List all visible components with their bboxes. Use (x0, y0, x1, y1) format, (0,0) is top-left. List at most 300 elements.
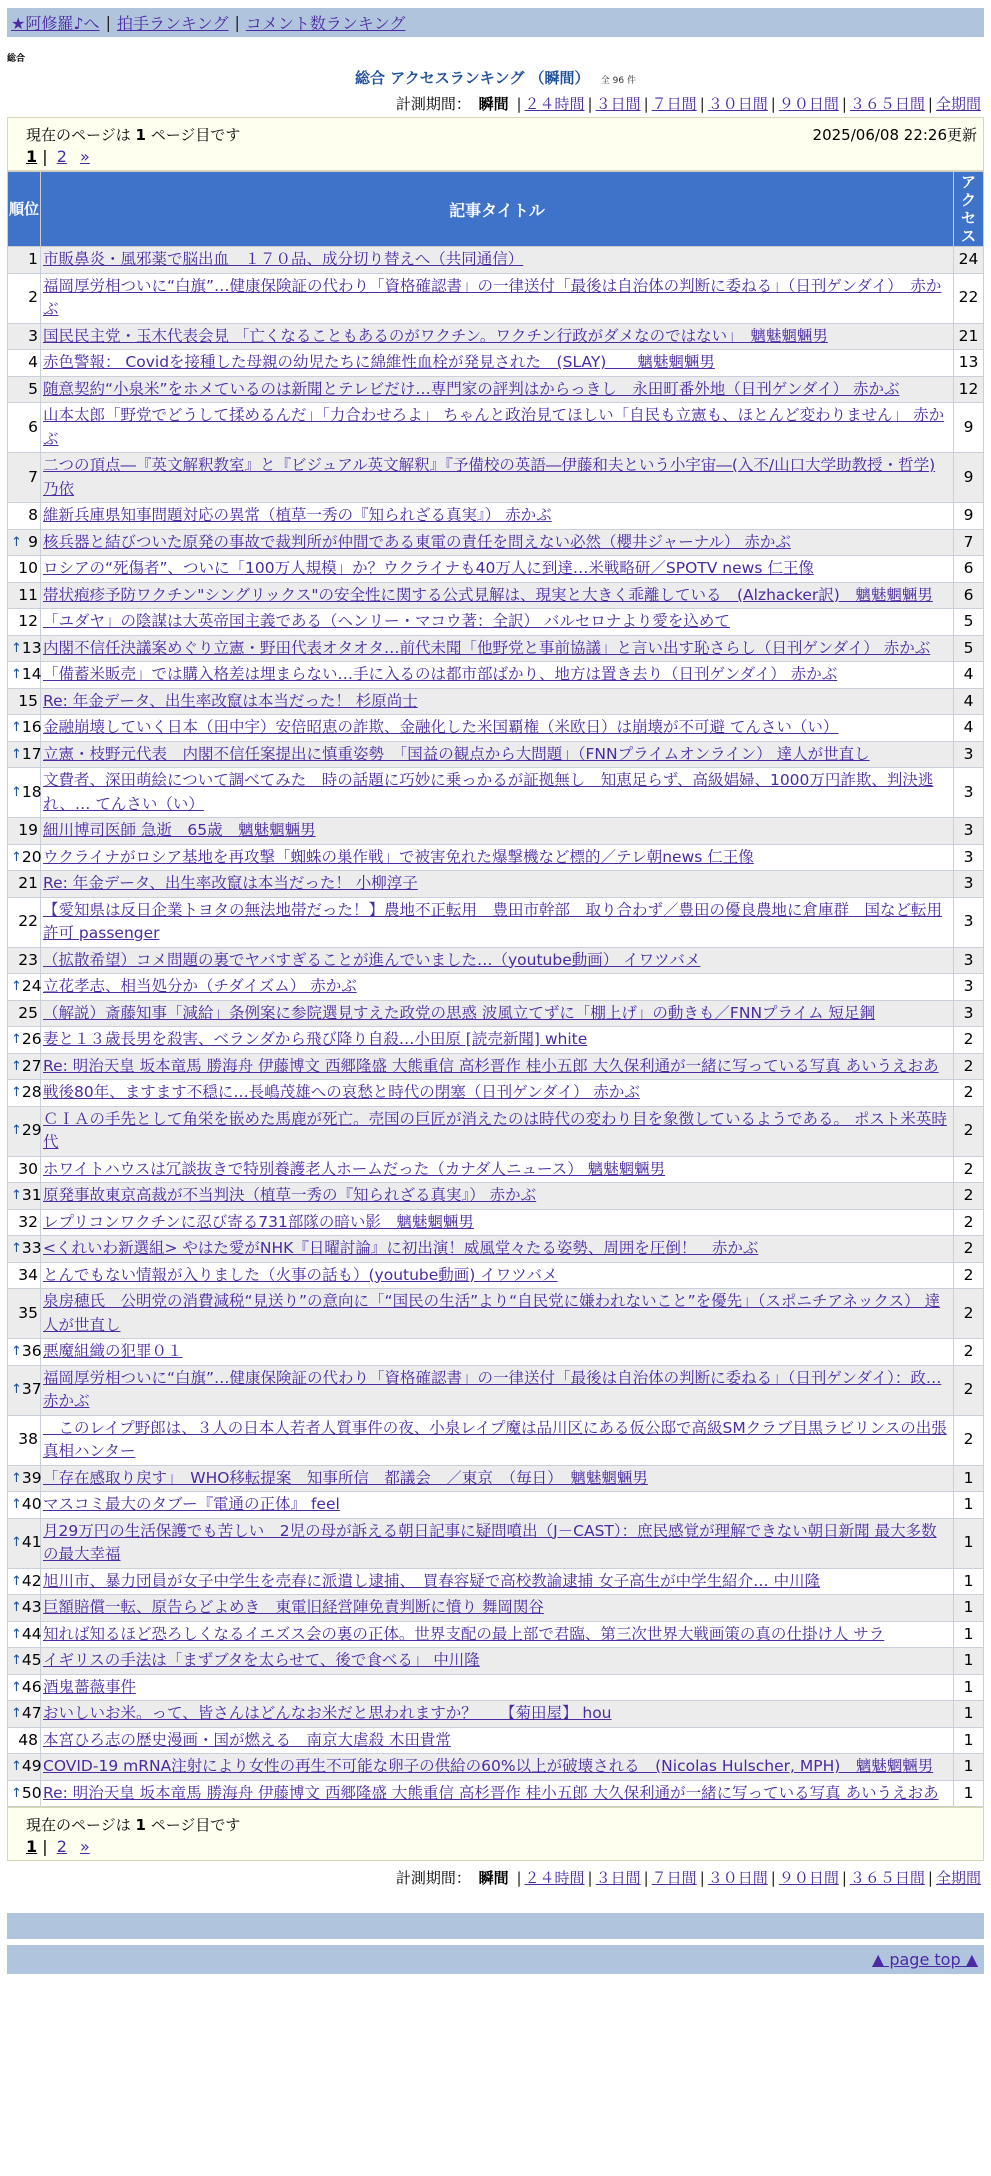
rank-cell (8, 1518, 41, 1568)
article-title-link[interactable]: ホワイトハウスは冗談抜きで特別養護老人ホームだった（カナダ人ニュース） 魑魅魍魎男 (43, 1159, 666, 1178)
access-count: 1 (954, 1727, 984, 1754)
table-row (8, 1053, 984, 1080)
rank-cell (8, 1262, 41, 1289)
period-option-link[interactable]: ３６５日間 (849, 95, 925, 113)
access-count: 3 (954, 974, 984, 1001)
update-timestamp: 2025/06/08 22:26更新 (812, 126, 977, 144)
table-row (8, 1648, 984, 1675)
table-row (8, 897, 984, 947)
table-row (8, 1727, 984, 1754)
article-title-link[interactable]: （解説）斎藤知事「減給」条例案に参院選見すえた政党の思惑 波風立てずに「棚上げ」の動きも／FNNプライム 短足鋼 (43, 1003, 875, 1022)
title-cell (41, 818, 954, 845)
period-separator: | (770, 95, 776, 113)
article-title-link[interactable]: 月29万円の生活保護でも苦しい 2児の母が訴える朝日記事に疑問噴出（J－CAST）：庶民感覚が理解できない朝日新聞 最大多数の最大幸福 (43, 1521, 937, 1563)
rank-number: 21 (18, 874, 38, 892)
rank-cell (8, 1465, 41, 1492)
rank-number: 24 (21, 977, 42, 995)
period-separator: | (587, 1869, 593, 1887)
rank-number: 22 (18, 912, 38, 931)
table-row (8, 1415, 984, 1465)
rank-up-icon: ↑ (11, 1785, 22, 1801)
title-cell (41, 556, 954, 583)
period-current: 瞬間 (478, 95, 509, 113)
article-title-link[interactable]: マスコミ最大のタブー『電通の正体』 feel (43, 1495, 340, 1513)
rank-cell (8, 323, 41, 350)
title-cell (41, 844, 954, 871)
table-row (8, 1027, 984, 1054)
rank-number: 8 (28, 506, 38, 524)
rank-up-icon: ↑ (11, 1382, 22, 1398)
rank-number: 36 (21, 1342, 42, 1360)
rank-cell (8, 453, 41, 503)
table-row (8, 1262, 984, 1289)
rank-number: 32 (18, 1212, 38, 1231)
rank-cell (8, 1156, 41, 1183)
article-title-link[interactable]: ＣＩＡの手先として角栄を嵌めた馬鹿が死亡。売国の巨匠が消えたのは時代の変わり目を象徴しているようである。 ポスト米英時代 (43, 1109, 947, 1151)
rank-number: 6 (28, 417, 38, 436)
period-label: 計測期間： (395, 95, 471, 113)
title-cell (41, 1236, 954, 1263)
rank-number: 20 (21, 847, 42, 866)
access-count: 3 (954, 741, 984, 768)
period-option-link[interactable]: ９０日間 (778, 95, 839, 113)
period-option-link[interactable]: ２４時間 (524, 1869, 585, 1887)
access-count: 1 (954, 1492, 984, 1519)
access-count: 24 (954, 247, 984, 274)
access-count: 2 (954, 1289, 984, 1339)
title-cell (41, 1621, 954, 1648)
article-title-link[interactable]: 福岡厚労相ついに“白旗”…健康保険証の代わり「資格確認書」の一律送付「最後は自治体の判断に委ねる」（日刊ゲンダイ）：政… 赤かぶ (43, 1368, 942, 1410)
article-title-link[interactable]: 巨額賠償一転、原告らどよめき 東電旧経営陣免責判断に憤り 舞岡関谷 (43, 1598, 544, 1616)
rank-cell (8, 1595, 41, 1622)
rank-number: 33 (21, 1239, 42, 1257)
period-label: 計測期間： (395, 1869, 471, 1887)
rank-cell (8, 871, 41, 898)
table-row (8, 1000, 984, 1027)
page-info-top (7, 117, 984, 171)
rank-cell (8, 974, 41, 1001)
period-option-link[interactable]: ７日間 (651, 1869, 697, 1887)
rank-up-icon: ↑ (11, 720, 22, 735)
article-title-link[interactable]: 文費者、深田萌絵について調べてみた 時の話題に巧妙に乗っかるが証拠無し 知恵足らず、高級娼婦、1000万円詐欺、判決逃れ、… てんさい（い） (43, 771, 934, 813)
title-cell (41, 974, 954, 1001)
table-row (8, 1754, 984, 1781)
rank-up-icon: ↑ (11, 979, 22, 994)
rank-cell (8, 1568, 41, 1595)
rank-number: 16 (21, 718, 42, 736)
title-cell (41, 688, 954, 715)
rank-cell (8, 556, 41, 583)
rank-number: 25 (18, 1003, 38, 1022)
article-title-link[interactable]: 【愛知県は反日企業トヨタの無法地帯だった！】農地不正転用 豊田市幹部 取り合わず／豊田の優良農地に倉庫群 国など転用許可 passenger (43, 900, 943, 942)
article-title-link[interactable]: 維新兵庫県知事問題対応の異常（植草一秀の『知られざる真実』） 赤かぶ (43, 506, 552, 524)
table-row (8, 741, 984, 768)
title-cell (41, 1209, 954, 1236)
rank-cell (8, 1415, 41, 1465)
rank-cell (8, 844, 41, 871)
title-cell (41, 1492, 954, 1519)
rank-cell (8, 1339, 41, 1366)
rank-cell (8, 1053, 41, 1080)
title-cell (41, 1289, 954, 1339)
table-row (8, 403, 984, 453)
rank-number: 12 (18, 612, 38, 630)
access-count: 4 (954, 715, 984, 742)
period-selector-bottom (7, 1867, 984, 1887)
rank-number: 11 (18, 585, 38, 604)
period-option-link[interactable]: 全期間 (935, 1869, 981, 1887)
rank-cell (8, 350, 41, 377)
rank-up-icon: ↑ (11, 1759, 22, 1774)
title-cell (41, 403, 954, 453)
title-cell (41, 1027, 954, 1054)
article-title-link[interactable]: 「備蓄米販売」では購入格差は埋まらない…手に入るのは都市部ばかり、地方は置き去り（日刊ゲンダイ） 赤かぶ (43, 665, 838, 683)
title-cell (41, 1518, 954, 1568)
rank-up-icon: ↑ (11, 1188, 22, 1203)
rank-cell (8, 1492, 41, 1519)
rank-up-icon: ↑ (11, 1535, 22, 1551)
rank-number: 40 (21, 1495, 42, 1513)
table-row (8, 871, 984, 898)
access-count: 2 (954, 1262, 984, 1289)
article-title-link[interactable]: 内閣不信任決議案めぐり立憲・野田代表オタオタ…前代未聞「他野党と事前協議」と言い出す恥さらし（日刊ゲンダイ） 赤かぶ (43, 638, 931, 657)
article-title-link[interactable]: ロシアの“死傷者”、ついに「100万人規模」か？ウクライナも40万人に到達…米戦略研／SPOTV news 仁王像 (43, 559, 814, 577)
table-row (8, 1568, 984, 1595)
period-option-link[interactable]: ３０日間 (707, 95, 768, 113)
title-cell (41, 1183, 954, 1210)
title-cell (41, 768, 954, 818)
title-cell (41, 871, 954, 898)
rank-cell (8, 947, 41, 974)
rank-number: 7 (28, 467, 38, 486)
access-count: 1 (954, 1754, 984, 1781)
title-cell (41, 635, 954, 662)
table-row (8, 715, 984, 742)
table-row (8, 818, 984, 845)
rank-cell (8, 1183, 41, 1210)
pager-next[interactable]: » (80, 147, 90, 166)
access-count: 3 (954, 871, 984, 898)
pager-current: 1 (26, 1837, 38, 1856)
table-row (8, 1674, 984, 1701)
table-row (8, 1156, 984, 1183)
rank-number: 45 (21, 1651, 42, 1669)
access-count: 5 (954, 609, 984, 636)
table-row (8, 1780, 984, 1807)
period-option-link[interactable]: 全期間 (935, 95, 981, 113)
table-row (8, 974, 984, 1001)
pager-next[interactable]: » (80, 1837, 90, 1856)
rank-cell (8, 768, 41, 818)
article-title-link[interactable]: 本宮ひろ志の歴史漫画・国が燃える 南京大虐殺 木田貴常 (43, 1730, 451, 1749)
rank-number: 35 (18, 1303, 38, 1322)
title-cell (41, 1053, 954, 1080)
page-status: 現在のページは 1 ページ目です (26, 1816, 241, 1834)
title-cell (41, 1648, 954, 1675)
article-title-link[interactable]: イギリスの手法は「まずブタを太らせて、後で食べる」 中川隆 (43, 1651, 480, 1669)
title-cell (41, 1080, 954, 1107)
rank-up-icon: ↑ (11, 1653, 22, 1668)
title-cell (41, 1780, 954, 1807)
rank-cell (8, 376, 41, 403)
ranking-table (7, 171, 984, 1807)
clap-ranking-link[interactable]: 拍手ランキング (116, 14, 229, 33)
rank-number: 14 (21, 665, 42, 683)
rank-cell (8, 662, 41, 689)
rank-up-icon: ↑ (11, 1123, 22, 1139)
article-title-link[interactable]: 原発事故東京高裁が不当判決（植草一秀の『知られざる真実』） 赤かぶ (43, 1186, 537, 1204)
nav-separator: | (105, 13, 111, 32)
title-cell (41, 1156, 954, 1183)
rank-cell (8, 1754, 41, 1781)
rank-number: 34 (18, 1265, 38, 1284)
rank-cell (8, 688, 41, 715)
access-count: 7 (954, 529, 984, 556)
access-count: 6 (954, 556, 984, 583)
article-title-link[interactable]: Re: 年金データ、出生率改竄は本当だった！ 杉原尚士 (43, 691, 418, 710)
article-title-link[interactable]: 金融崩壊していく日本（田中宇）安倍昭恵の詐欺、金融化した米国覇権（米欧日）は崩壊が不可避 てんさい（い） (43, 718, 839, 736)
access-count: 3 (954, 947, 984, 974)
access-count: 1 (954, 1465, 984, 1492)
rank-cell (8, 1701, 41, 1728)
period-option-link[interactable]: ３日間 (595, 95, 641, 113)
title-cell (41, 323, 954, 350)
article-title-link[interactable]: 酒鬼薔薇事件 (43, 1677, 137, 1696)
period-option-link[interactable]: ３日間 (595, 1869, 641, 1887)
article-title-link[interactable]: Re: 年金データ、出生率改竄は本当だった！ 小柳淳子 (43, 874, 418, 892)
table-row (8, 1492, 984, 1519)
title-cell (41, 1415, 954, 1465)
rank-up-icon: ↑ (11, 1626, 22, 1642)
period-separator: | (699, 95, 705, 113)
access-count: 2 (954, 1156, 984, 1183)
pager-current: 1 (26, 147, 38, 166)
page-status: 現在のページは 1 ページ目です (26, 126, 241, 144)
period-separator: | (643, 1869, 649, 1887)
rank-cell (8, 1027, 41, 1054)
period-separator: | (927, 1869, 933, 1887)
rank-cell (8, 1289, 41, 1339)
article-title-link[interactable]: レプリコンワクチンに忍び寄る731部隊の暗い影 魑魅魍魎男 (43, 1212, 474, 1231)
access-count: 1 (954, 1568, 984, 1595)
rank-number: 43 (21, 1598, 42, 1616)
rank-number: 5 (28, 379, 38, 398)
access-count: 2 (954, 1236, 984, 1263)
rank-number: 19 (18, 821, 38, 839)
rank-up-icon: ↑ (11, 1573, 22, 1589)
period-option-link[interactable]: ９０日間 (778, 1869, 839, 1887)
table-row (8, 350, 984, 377)
article-title-link[interactable]: Re: 明治天皇 坂本竜馬 勝海舟 伊藤博文 西郷隆盛 大熊重信 高杉晋作 桂小五郎 大久保利通が一緒に写っている写真 あいうえおあ (43, 1783, 939, 1802)
access-count: 2 (954, 1106, 984, 1156)
access-count: 2 (954, 1209, 984, 1236)
table-row (8, 609, 984, 636)
access-count: 3 (954, 897, 984, 947)
article-title-link[interactable]: 「ユダヤ」の陰謀は大英帝国主義である（ヘンリー・マコウ著：全訳） バルセロナより愛を込めて (43, 612, 730, 630)
rank-number: 4 (28, 353, 38, 371)
title-cell (41, 453, 954, 503)
article-title-link[interactable]: 随意契約“小泉米”をホメているのは新聞とテレビだけ…専門家の評判はからっきし 永田町番外地（日刊ゲンダイ） 赤かぶ (43, 379, 900, 398)
rank-cell (8, 1106, 41, 1156)
article-title-link[interactable]: 立花孝志、相当処分か（チダイズム） 赤かぶ (43, 977, 357, 995)
period-option-link[interactable]: ３０日間 (707, 1869, 768, 1887)
article-title-link[interactable]: 知れば知るほど恐ろしくなるイエズス会の裏の正体。世界支配の最上部で君臨、第三次世界大戦画策の真の仕掛け人 サラ (43, 1624, 885, 1643)
title-cell (41, 741, 954, 768)
rank-number: 38 (18, 1430, 38, 1449)
table-row (8, 323, 984, 350)
article-title-link[interactable]: 国民民主党・玉木代表会見 「亡くなることもあるのがワクチン。ワクチン行政がダメなのではない」 魑魅魍魎男 (43, 326, 828, 345)
access-count: 2 (954, 1183, 984, 1210)
article-title-link[interactable]: 市販鼻炎・風邪薬で脳出血 １７０品、成分切り替えへ（共同通信） (43, 250, 524, 268)
article-title-link[interactable]: 帯状疱疹予防ワクチン"シングリックス"の安全性に関する公式見解は、現実と大きく乖離している (Alzhacker訳) 魑魅魍魎男 (43, 585, 933, 604)
rank-cell (8, 1209, 41, 1236)
table-row (8, 844, 984, 871)
rank-number: 26 (21, 1030, 42, 1048)
access-count: 9 (954, 403, 984, 453)
access-count: 5 (954, 635, 984, 662)
rank-number: 37 (21, 1380, 42, 1399)
rank-cell (8, 609, 41, 636)
period-separator: | (516, 95, 522, 113)
article-title-link[interactable]: とんでもない情報が入りました（火事の話も）(youtube動画) イワツバメ (43, 1265, 558, 1284)
page-title (0, 67, 991, 87)
article-title-link[interactable]: COVID-19 mRNA注射により女性の再生不可能な卵子の供給の60%以上が破壊される (Nicolas Hulscher, MPH) 魑魅魍魎男 (43, 1757, 934, 1775)
period-separator: | (643, 95, 649, 113)
article-title-link[interactable]: 「存在感取り戻す」 WHO移転提案 知事所信 都議会 ／東京 （毎日） 魑魅魍魎男 (43, 1468, 648, 1487)
rank-number: 48 (18, 1730, 38, 1749)
title-cell (41, 247, 954, 274)
table-row (8, 635, 984, 662)
table-row (8, 662, 984, 689)
rank-cell (8, 1780, 41, 1807)
title-cell (41, 503, 954, 530)
rank-up-icon: ↑ (11, 534, 22, 550)
period-separator: | (927, 95, 933, 113)
table-row (8, 529, 984, 556)
rank-cell (8, 1621, 41, 1648)
table-row (8, 1518, 984, 1568)
article-title-link[interactable]: 山本太郎「野党でどうして揉めるんだ」「力合わせろよ」 ちゃんと政治見てほしい「自民も立憲も、ほとんど変わりません」 赤かぶ (43, 406, 945, 448)
title-cell (41, 273, 954, 323)
article-title-link[interactable]: （拡散希望）コメ問題の裏でヤバすぎることが進んでいました…（youtube動画） イワツバメ (43, 950, 701, 969)
access-count: 9 (954, 503, 984, 530)
table-row (8, 1183, 984, 1210)
table-row (8, 503, 984, 530)
access-count: 4 (954, 662, 984, 689)
article-title-link[interactable]: ウクライナがロシア基地を再攻撃「蜘蛛の巣作戦」で被害免れた爆撃機など標的／テレ朝news 仁王像 (43, 847, 754, 866)
rank-cell (8, 818, 41, 845)
period-selector-top (7, 93, 984, 113)
bottom-bar (7, 1913, 984, 1939)
rank-cell (8, 897, 41, 947)
article-title-link[interactable]: 福岡厚労相ついに“白旗”…健康保険証の代わり「資格確認書」の一律送付「最後は自治体の判断に委ねる」（日刊ゲンダイ） 赤かぶ (43, 276, 942, 318)
title-cell (41, 1000, 954, 1027)
article-title-link[interactable]: <くれいわ新選組> やはた愛がNHK『日曜討論』に初出演！威風堂々たる姿勢、周囲を圧倒！ 赤かぶ (43, 1239, 759, 1257)
page-title-text: 総合 アクセスランキング （瞬間） (355, 69, 590, 87)
period-current: 瞬間 (478, 1869, 509, 1887)
article-title-link[interactable]: 妻と１３歳長男を殺害、ベランダから飛び降り自殺…小田原 [読売新聞] white (43, 1030, 588, 1048)
article-title-link[interactable]: 戦後80年、ますます不穏に…長嶋茂雄への哀愁と時代の閉塞（日刊ゲンダイ） 赤かぶ (43, 1083, 640, 1101)
title-cell (41, 897, 954, 947)
access-count: 2 (954, 1027, 984, 1054)
rank-cell (8, 1674, 41, 1701)
access-count: 2 (954, 1053, 984, 1080)
access-count: 1 (954, 1648, 984, 1675)
rank-number: 18 (21, 782, 42, 801)
rank-cell (8, 582, 41, 609)
table-row (8, 1080, 984, 1107)
period-options (516, 95, 984, 113)
page-top-link[interactable]: ▲ page top ▲ (871, 1950, 978, 1969)
rank-up-icon: ↑ (11, 1679, 22, 1695)
article-title-link[interactable]: 赤色警報： Covidを接種した母親の幼児たちに綿維性血栓が発見された (SLAY) 魑魅魍魎男 (43, 353, 715, 371)
pager-page-2[interactable]: 2 (56, 147, 67, 166)
breadcrumb: 総合 (7, 54, 26, 64)
rank-up-icon: ↑ (11, 849, 22, 865)
article-title-link[interactable]: 細川博司医師 急逝 65歳 魑魅魍魎男 (43, 821, 316, 839)
title-cell (41, 1465, 954, 1492)
article-title-link[interactable]: 旭川市、暴力団員が女子中学生を売春に派遣し逮捕、 買春容疑で高校教諭逮捕 女子高生が中学生紹介… 中川隆 (43, 1571, 821, 1590)
rank-number: 47 (21, 1704, 42, 1722)
article-title-link[interactable]: このレイプ野郎は、３人の日本人若者人質事件の夜、小泉レイプ魔は品川区にある仮公邸で高級SMクラブ目黒ラビリンスの出張 真相ハンター (43, 1418, 947, 1460)
title-cell (41, 1262, 954, 1289)
comment-ranking-link[interactable]: コメント数ランキング (245, 14, 406, 33)
access-count: 2 (954, 1365, 984, 1415)
article-title-link[interactable]: Re: 明治天皇 坂本竜馬 勝海舟 伊藤博文 西郷隆盛 大熊重信 高杉晋作 桂小五郎 大久保利通が一緒に写っている写真 あいうえおあ (43, 1056, 939, 1075)
period-option-link[interactable]: ７日間 (651, 95, 697, 113)
period-option-link[interactable]: ３６５日間 (849, 1869, 925, 1887)
article-title-link[interactable]: 核兵器と結びついた原発の事故で裁判所が仲間である東電の責任を問えない必然（櫻井ジャーナル） 赤かぶ (43, 532, 791, 551)
col-rank-header: 順位 (8, 172, 41, 247)
article-title-link[interactable]: 立憲・枝野元代表 内閣不信任案提出に慎重姿勢 「国益の観点から大問題」（FNNプライムオンライン） 達人が世直し (43, 744, 870, 763)
rank-number: 3 (28, 326, 38, 345)
access-count: 1 (954, 1674, 984, 1701)
table-row (8, 688, 984, 715)
title-cell (41, 662, 954, 689)
pager-page-2[interactable]: 2 (56, 1837, 67, 1856)
rank-number: 46 (21, 1677, 42, 1696)
rank-cell (8, 247, 41, 274)
title-cell (41, 609, 954, 636)
rank-cell (8, 403, 41, 453)
period-separator: | (841, 95, 847, 113)
table-row (8, 582, 984, 609)
access-count: 13 (954, 350, 984, 377)
home-link[interactable]: ★阿修羅♪へ (11, 14, 100, 33)
access-count: 3 (954, 1000, 984, 1027)
rank-up-icon: ↑ (11, 746, 22, 762)
rank-up-icon: ↑ (11, 1085, 22, 1100)
title-cell (41, 1106, 954, 1156)
article-title-link[interactable]: おいしいお米。って、皆さんはどんなお米だと思われますか？ 【菊田屋】 hou (43, 1704, 612, 1722)
rank-up-icon: ↑ (11, 640, 22, 656)
title-cell (41, 529, 954, 556)
rank-up-icon: ↑ (11, 1032, 22, 1047)
article-title-link[interactable]: 二つの頂点―『英文解釈教室』と『ビジュアル英文解釈』『予備校の英語―伊藤和夫という小宇宙―(入不/山口大学助教授・哲学) 乃依 (43, 456, 936, 498)
title-cell (41, 1595, 954, 1622)
access-count: 2 (954, 1415, 984, 1465)
rank-up-icon: ↑ (11, 1470, 22, 1486)
rank-number: 28 (21, 1083, 42, 1101)
col-title-header: 記事タイトル (41, 172, 954, 247)
article-title-link[interactable]: 泉房穂氏 公明党の消費減税“見送り”の意向に「“国民の生活”より“自民党に嫌われないこと”を優先」（スポニチアネックス） 達人が世直し (43, 1292, 941, 1334)
article-title-link[interactable]: 悪魔組織の犯罪０１ (43, 1342, 183, 1360)
period-option-link[interactable]: ２４時間 (524, 95, 585, 113)
pager: 1 | 2 » (26, 1837, 90, 1856)
access-count: 2 (954, 1080, 984, 1107)
access-count: 3 (954, 818, 984, 845)
rank-cell (8, 1648, 41, 1675)
